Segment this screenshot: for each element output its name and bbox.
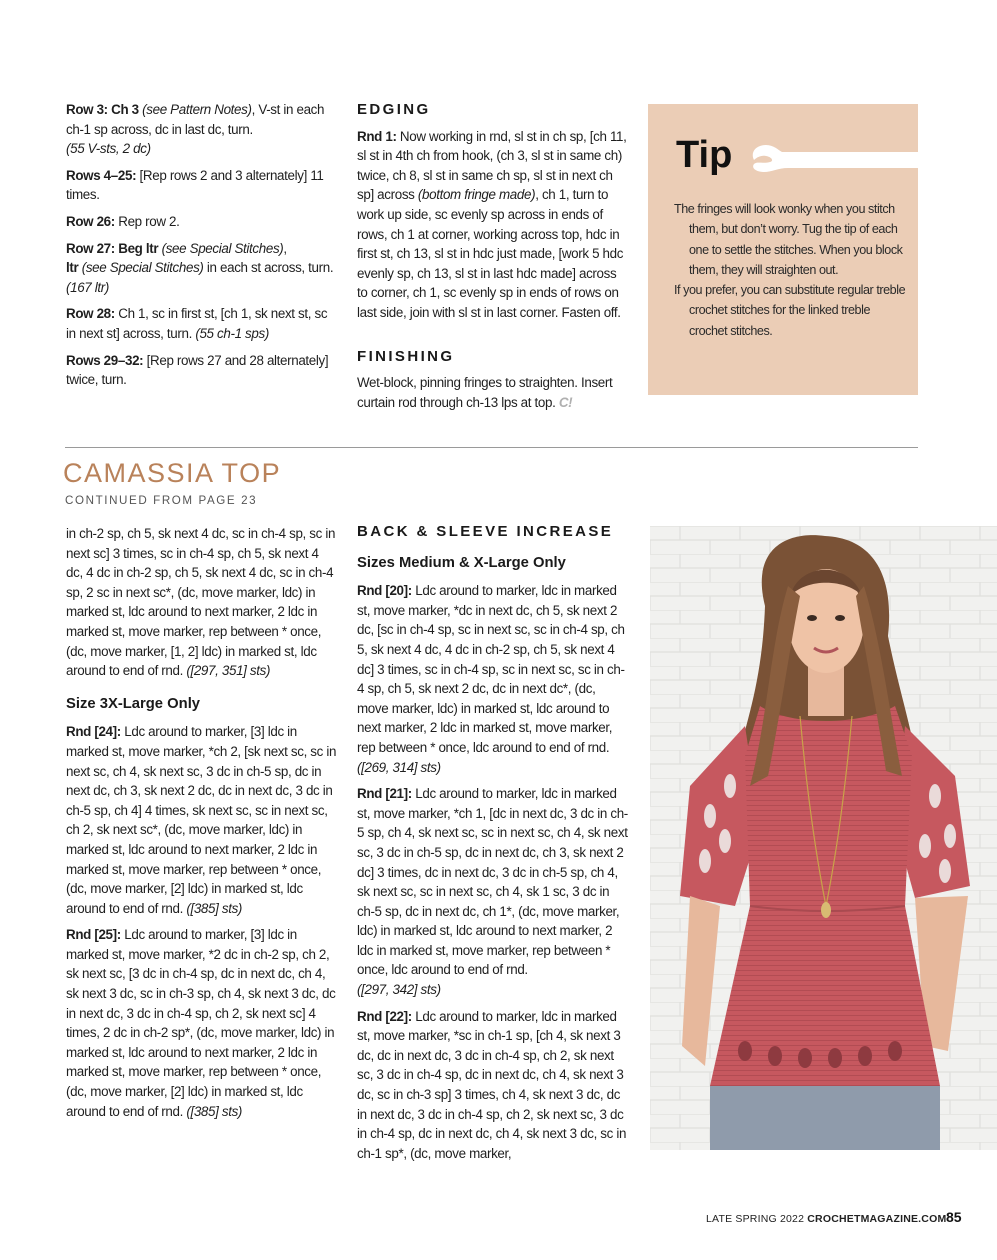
bottom-left-column bbox=[66, 524, 338, 1128]
model-photo bbox=[650, 526, 997, 1150]
finishing-heading: FINISHING bbox=[357, 347, 455, 365]
rnd-21-instruction: Rnd [21]: Ldc around to marker, ldc in marked st, move marker, *ch 1, [dc in next dc, 3 dc in ch-5 sp, ch 4, sk next sc, sc in next sc, ch 4, sk next sc, 3 dc in ch-5 sp, dc in next dc, ch 3, sk next 2 dc] 3 times, dc in next dc, 3 dc in ch-5 sp, ch 4, sk next sc, sc in next sc, ch 4, sk 1 sc, 3 dc in ch-5 sp, dc in next dc, ch 1*, (dc, move marker, ldc) in marked st, ldc around to next marker, 2 ldc in marked st, move marker, rep between * once, ldc around to end of rnd. ([297, 342] sts) bbox=[357, 786, 628, 998]
tip-body bbox=[674, 199, 906, 341]
rows-29-32-instruction: Rows 29–32: [Rep rows 27 and 28 alternately] twice, turn. bbox=[66, 352, 329, 388]
top-left-column bbox=[66, 100, 336, 397]
page-number: 85 bbox=[946, 1209, 962, 1225]
rnd-20-instruction: Rnd [20]: Ldc around to marker, ldc in marked st, move marker, *dc in next dc, ch 5, sk next 2 dc, [sc in ch-4 sp, sc in next sc, sc in ch-4 sp, ch 5, sk next 4 dc, 4 dc in ch-2 sp, ch 5, sk next 4 dc] 3 times, sc in ch-4 sp, sc in next sc, sc in ch-4 sp, ch 5, sk next 2 dc, dc in next dc*, (dc, move marker, ldc) in marked st, ldc around to next marker, 2 ldc in marked st, move marker, rep between * once, ldc around to end of rnd. ([269, 314] sts) bbox=[357, 583, 625, 775]
footer-site: CROCHETMAGAZINE.COM bbox=[807, 1213, 947, 1225]
row-28-instruction: Row 28: Ch 1, sc in first st, [ch 1, sk next st, sc in next st] across, turn. (55 ch-1 sps) bbox=[66, 306, 328, 341]
top-middle-column bbox=[357, 100, 629, 419]
row-26-instruction: Row 26: Rep row 2. bbox=[66, 213, 180, 229]
continued-instruction: in ch-2 sp, ch 5, sk next 4 dc, sc in ch-4 sp, sc in next sc] 3 times, sc in ch-4 sp, ch 5, sk next 4 dc, 4 dc in ch-2 sp, ch 5, sk next 4 dc, sc in ch-4 sp, 2 sc in next sc*, (dc, move marker, ldc) in marked st, ldc around to next marker, 2 ldc in marked st, move marker, rep between * once, (dc, move marker, [1, 2] ldc) in marked st, ldc around to end of rnd. ([297, 351] sts) bbox=[66, 526, 336, 679]
tip-box bbox=[648, 104, 918, 395]
end-mark: C! bbox=[558, 394, 573, 410]
tip-title: Tip bbox=[676, 134, 733, 176]
model-wearing-top-image bbox=[650, 526, 997, 1150]
section-title: CAMASSIA TOP bbox=[63, 458, 282, 488]
rows-4-25-instruction: Rows 4–25: [Rep rows 2 and 3 alternately] 11 times. bbox=[66, 167, 324, 203]
tip-paragraph: The fringes will look wonky when you stitch them, but don’t worry. Tug the tip of each one to settle the stitches. When you block them, they will straighten out. bbox=[674, 202, 903, 277]
crochet-hook-icon bbox=[748, 142, 918, 182]
continued-note: CONTINUED FROM PAGE 23 bbox=[65, 494, 258, 507]
footer-issue: LATE SPRING 2022 CROCHETMAGAZINE.COM bbox=[706, 1213, 947, 1225]
edging-rnd-1: Rnd 1: Now working in rnd, sl st in ch sp, [ch 11, sl st in 4th ch from hook, (ch 3, sl st in same ch) twice, ch 8, sl st in same ch sp, sl st in next ch sp] across (bottom fringe made), ch 1, turn to work up side, sc evenly sp across in ends of rows, ch 1 at corner, working across top, hdc in first st, ch 13, sl st in hdc just made, [work 5 hdc evenly sp, ch 13, sl st in last hdc made] across to corner, ch 1, sc evenly sp in ends of rows on last side, join with sl st in last corner. Fasten off. bbox=[357, 128, 627, 320]
row-27-instruction: Row 27: Beg ltr (see Special Stitches), ltr (see Special Stitches) in each st across, turn. (167 ltr) bbox=[66, 240, 334, 295]
size-3x-heading: Size 3X-Large Only bbox=[66, 695, 201, 712]
tip-paragraph: If you prefer, you can substitute regular treble crochet stitches for the linked treble crochet stitches. bbox=[674, 283, 906, 338]
edging-heading: EDGING bbox=[357, 101, 431, 118]
finishing-text: Wet-block, pinning fringes to straighten. Insert curtain rod through ch-13 lps at top. C! bbox=[357, 375, 613, 410]
row-3-instruction: Row 3: Ch 3 (see Pattern Notes), V-st in each ch-1 sp across, dc in last dc, turn. (55 V-sts, 2 dc) bbox=[66, 102, 325, 157]
bottom-middle-column bbox=[357, 522, 629, 1163]
back-sleeve-heading: BACK & SLEEVE INCREASE bbox=[357, 523, 614, 540]
size-medium-xl-heading: Sizes Medium & X-Large Only bbox=[357, 554, 566, 571]
rnd-22-instruction: Rnd [22]: Ldc around to marker, ldc in marked st, move marker, *sc in ch-1 sp, [ch 4, sk next 3 dc, dc in next dc, 3 dc in ch-4 sp, ch 2, sk next sc, 3 dc in ch-4 sp, dc in next dc, ch 4, sk next 3 dc, sc in ch-3 sp] 3 times, ch 4, sk next 3 dc, dc in next dc, 3 dc in ch-4 sp, ch 2, sk next sc, 3 dc in ch-4 sp, dc in next dc, ch 4, sk next 3 dc, sc in ch-1 sp*, (dc, move marker, bbox=[357, 1008, 627, 1161]
rnd-25-instruction: Rnd [25]: Ldc around to marker, [3] ldc in marked st, move marker, *2 dc in ch-2 sp, ch 2, sk next sc, [3 dc in ch-4 sp, dc in next dc, ch 4, sk next 3 dc, sc in ch-3 sp, ch 4, sk next 3 dc, dc in next dc, 3 dc in ch-4 sp, ch 2, sk next sc] 4 times, 2 dc in ch-2 sp*, (dc, move marker, ldc) in marked st, ldc around to next marker, 2 ldc in marked st, move marker, rep between * once, (dc, move marker, [2] ldc) in marked st, ldc around to end of rnd. ([385] sts) bbox=[66, 927, 336, 1119]
rnd-24-instruction: Rnd [24]: Ldc around to marker, [3] ldc in marked st, move marker, *ch 2, [sk next sc, sc in next sc, ch 4, sk next sc, 3 dc in ch-5 sp, dc in next dc, ch 3, sk next 2 dc, dc in next dc, 3 dc in ch-5 sp, ch 4] 4 times, sk next sc, sc in next sc, ch 2, sk next sc*, (dc, move marker, ldc) in marked st, ldc around to next marker, 2 ldc in marked st, move marker, rep between * once, (dc, move marker, [2] ldc) in marked st, ldc around to end of rnd. ([385] sts) bbox=[66, 724, 337, 916]
section-divider bbox=[65, 447, 918, 448]
